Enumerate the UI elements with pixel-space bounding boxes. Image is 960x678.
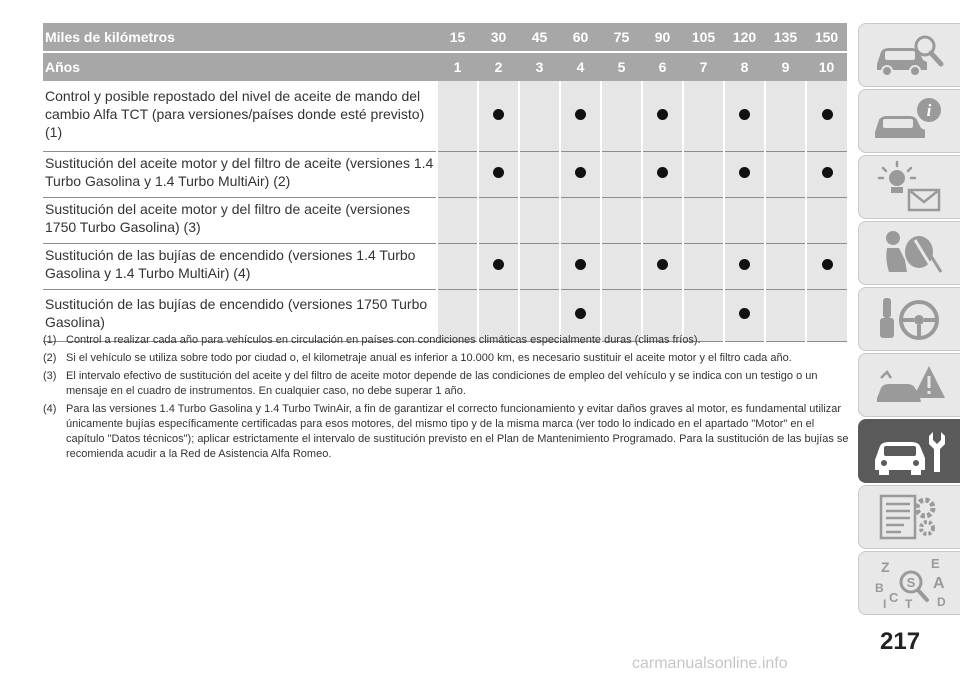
index-letter: B <box>874 581 884 595</box>
check-dot-icon <box>575 167 586 178</box>
airbag-seatbelt-icon <box>871 226 949 280</box>
interval-cell <box>437 81 478 151</box>
check-dot-icon <box>657 109 668 120</box>
table-row <box>43 243 847 289</box>
check-dot-icon <box>575 109 586 120</box>
index-letter: A <box>932 575 945 592</box>
table-row <box>43 151 847 197</box>
check-dot-icon <box>822 109 833 120</box>
interval-cell <box>683 243 724 289</box>
alphabet-index-icon <box>871 556 949 610</box>
interval-cell <box>437 197 478 243</box>
interval-cell <box>601 197 642 243</box>
index-letter: E <box>930 556 940 571</box>
interval-cell <box>765 81 806 151</box>
year-header: 10 <box>806 52 847 81</box>
interval-cell <box>437 151 478 197</box>
interval-cell <box>560 151 601 197</box>
interval-cell <box>683 151 724 197</box>
index-letter: C <box>888 590 898 605</box>
index-letter: T <box>904 597 912 610</box>
check-dot-icon <box>822 167 833 178</box>
year-header: 8 <box>724 52 765 81</box>
interval-cell <box>601 81 642 151</box>
sidebar-tab-starting[interactable] <box>858 287 960 351</box>
interval-cell <box>601 151 642 197</box>
sidebar-tab-safety[interactable] <box>858 221 960 285</box>
km-header: 135 <box>765 23 806 52</box>
km-header: 90 <box>642 23 683 52</box>
interval-cell <box>519 81 560 151</box>
km-header: 15 <box>437 23 478 52</box>
interval-cell <box>683 197 724 243</box>
interval-cell <box>724 243 765 289</box>
footnote-number: (4) <box>43 403 57 415</box>
spec-sheet-gears-icon <box>871 490 949 544</box>
interval-cell <box>560 81 601 151</box>
sidebar-tab-index[interactable] <box>858 551 960 615</box>
km-header: 60 <box>560 23 601 52</box>
svg-text:i: i <box>926 101 931 120</box>
interval-cell <box>724 151 765 197</box>
svg-text:S: S <box>906 575 915 590</box>
maintenance-table <box>43 23 847 342</box>
interval-cell <box>806 81 847 151</box>
operation-label: Sustitución del aceite motor y del filtro de aceite (versiones 1750 Turbo Gasolina) (3) <box>43 197 437 243</box>
index-letter: Z <box>880 559 890 575</box>
sidebar-tab-car-info[interactable] <box>858 89 960 153</box>
interval-cell <box>642 151 683 197</box>
check-dot-icon <box>739 259 750 270</box>
footnote <box>43 333 853 348</box>
header-years-label: Años <box>43 52 437 81</box>
year-header: 3 <box>519 52 560 81</box>
header-km-label: Miles de kilómetros <box>43 23 437 52</box>
sidebar-tab-warning-lights[interactable] <box>858 155 960 219</box>
footnote <box>43 369 853 399</box>
interval-cell <box>765 243 806 289</box>
car-wrench-icon <box>871 424 949 478</box>
check-dot-icon <box>493 259 504 270</box>
header-row-years <box>43 52 847 81</box>
car-info-icon <box>871 94 949 148</box>
check-dot-icon <box>575 308 586 319</box>
interval-cell <box>437 243 478 289</box>
sidebar-tab-technical-data[interactable] <box>858 485 960 549</box>
footnote-number: (1) <box>43 334 57 346</box>
table-row <box>43 197 847 243</box>
footnote-text: Para las versiones 1.4 Turbo Gasolina y 1.4 Turbo TwinAir, a fin de garantizar el correcto funcionamiento y evitar daños graves al motor, es fundamental utilizar únicamente bujías específicamente certificadas para esos motores, del mismo tipo y de la misma marca (ver todo lo indicado en el apartado "Motor" en el capítulo "Datos técnicos"); aplicar estrictamente el intervalo de sustitución previsto en el Plan de Mantenimiento Programado. Para la sustitución de las bujías se recomienda acudir a la Red de Asistencia Alfa Romeo. <box>66 403 849 460</box>
interval-cell <box>683 81 724 151</box>
interval-cell <box>724 197 765 243</box>
interval-cell <box>478 81 519 151</box>
chapter-sidebar <box>858 23 960 617</box>
car-crash-warning-icon <box>871 358 949 412</box>
interval-cell <box>478 151 519 197</box>
operation-label: Sustitución de las bujías de encendido (versiones 1750 Turbo Gasolina) <box>43 289 437 341</box>
sidebar-tab-maintenance[interactable] <box>858 419 960 483</box>
interval-cell <box>806 243 847 289</box>
year-header: 5 <box>601 52 642 81</box>
check-dot-icon <box>739 167 750 178</box>
interval-cell <box>642 81 683 151</box>
interval-cell <box>519 243 560 289</box>
check-dot-icon <box>493 109 504 120</box>
operation-label: Sustitución del aceite motor y del filtro de aceite (versiones 1.4 Turbo Gasolina y 1.4 Turbo MultiAir) (2) <box>43 151 437 197</box>
year-header: 6 <box>642 52 683 81</box>
km-header: 120 <box>724 23 765 52</box>
footnote <box>43 402 853 462</box>
interval-cell <box>478 197 519 243</box>
km-header: 30 <box>478 23 519 52</box>
interval-cell <box>765 151 806 197</box>
footnotes <box>43 333 853 465</box>
check-dot-icon <box>822 259 833 270</box>
interval-cell <box>642 243 683 289</box>
footnote-text: Control a realizar cada año para vehículos en circulación en países con condiciones climáticas especialmente duras (climas fríos). <box>66 334 701 346</box>
year-header: 2 <box>478 52 519 81</box>
car-search-icon <box>871 28 949 82</box>
interval-cell <box>519 151 560 197</box>
check-dot-icon <box>657 167 668 178</box>
index-letter: D <box>936 595 946 609</box>
check-dot-icon <box>739 109 750 120</box>
operation-label: Sustitución de las bujías de encendido (versiones 1.4 Turbo Gasolina y 1.4 Turbo MultiAir) (4) <box>43 243 437 289</box>
interval-cell <box>560 243 601 289</box>
sidebar-tab-car-search[interactable] <box>858 23 960 87</box>
interval-cell <box>560 197 601 243</box>
year-header: 1 <box>437 52 478 81</box>
header-row-km <box>43 23 847 52</box>
km-header: 45 <box>519 23 560 52</box>
interval-cell <box>642 197 683 243</box>
km-header: 150 <box>806 23 847 52</box>
footnote-number: (2) <box>43 352 57 364</box>
check-dot-icon <box>739 308 750 319</box>
footnote-text: El intervalo efectivo de sustitución del aceite y del filtro de aceite motor depende de las condiciones de empleo del vehículo y se indica con un testigo o un mensaje en el cuadro de instrumentos. En cualquier caso, no debe superar 1 año. <box>66 370 818 397</box>
sidebar-tab-emergency[interactable] <box>858 353 960 417</box>
key-steering-wheel-icon <box>871 292 949 346</box>
table-row <box>43 81 847 151</box>
interval-cell <box>806 151 847 197</box>
interval-cell <box>806 197 847 243</box>
year-header: 9 <box>765 52 806 81</box>
table-body <box>43 81 847 341</box>
year-header: 4 <box>560 52 601 81</box>
warning-light-envelope-icon <box>871 160 949 214</box>
interval-cell <box>519 197 560 243</box>
interval-cell <box>724 81 765 151</box>
watermark: carmanualsonline.info <box>632 655 788 672</box>
interval-cell <box>601 243 642 289</box>
operation-label: Control y posible repostado del nivel de aceite de mando del cambio Alfa TCT (para versiones/países donde esté previsto) (1) <box>43 81 437 151</box>
km-header: 105 <box>683 23 724 52</box>
check-dot-icon <box>575 259 586 270</box>
year-header: 7 <box>683 52 724 81</box>
page-number: 217 <box>880 628 921 655</box>
footnote-text: Si el vehículo se utiliza sobre todo por ciudad o, el kilometraje anual es inferior a 10.000 km, es necesario sustituir el aceite motor y el filtro cada año. <box>66 352 792 364</box>
check-dot-icon <box>657 259 668 270</box>
footnote-number: (3) <box>43 370 57 382</box>
km-header: 75 <box>601 23 642 52</box>
index-letter: I <box>882 597 886 610</box>
interval-cell <box>765 197 806 243</box>
check-dot-icon <box>493 167 504 178</box>
interval-cell <box>478 243 519 289</box>
footnote <box>43 351 853 366</box>
